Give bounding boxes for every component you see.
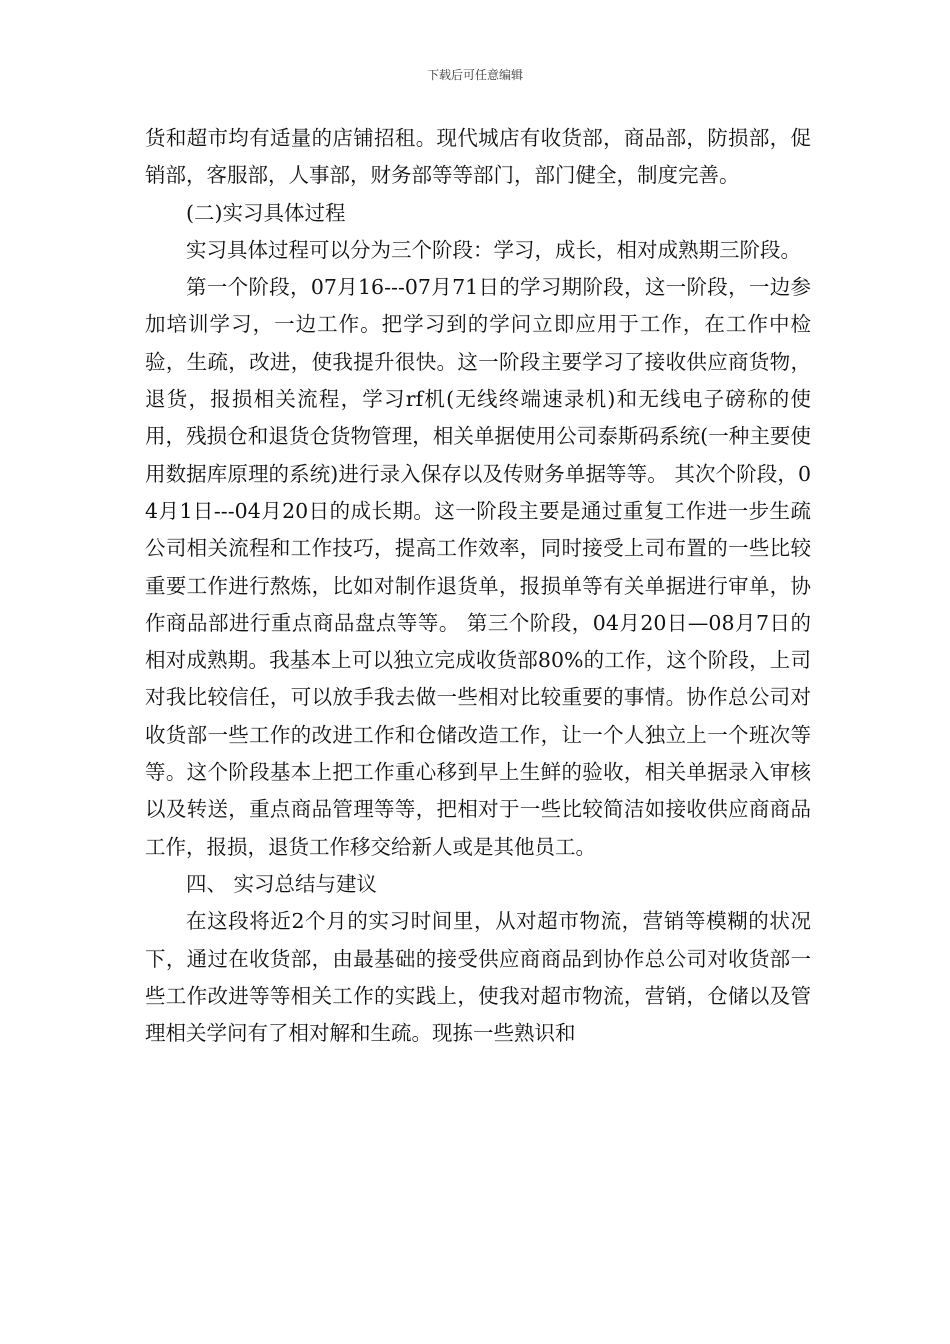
paragraph-summary: 在这段将近2个月的实习时间里，从对超市物流，营销等模糊的状况下，通过在收货部，由最基础的接受供应商商品到协作总公司对收货部一些工作改进等等相关工作的实践上，使我对超市物流，营销，仓储以及管理相关学问有了相对解和生疏。现拣一些熟识和 bbox=[145, 909, 811, 1046]
section-heading-summary: 四、 实习总结与建议 bbox=[186, 871, 378, 896]
paragraph-intro: 货和超市均有适量的店铺招租。现代城店有收货部，商品部，防损部，促销部，客服部，人事部，财务部等等部门，部门健全，制度完善。 bbox=[145, 126, 811, 188]
page-header: 下载后可任意编辑 bbox=[426, 68, 523, 82]
paragraph-stages-overview: 实习具体过程可以分为三个阶段：学习，成长，相对成熟期三阶段。 bbox=[186, 237, 801, 262]
section-heading-process: (二)实习具体过程 bbox=[186, 200, 346, 225]
paragraph-stages-detail: 第一个阶段，07月16---07月71日的学习期阶段，这一阶段，一边参加培训学习，一边工作。把学习到的学问立即应用于工作，在工作中检验，生疏，改进，使我提升很快。这一阶段主要学习了接收供应商货物，退货，报损相关流程，学习rf机(无线终端速录机)和无线电子磅称的使用，残损仓和退货仓货物管理，相关单据使用公司泰斯码系统(一种主要使用数据库原理的系统)进行录入保存以及传财务单据等等。 其次个阶段，04月1日---04月20日的成长期。这一阶段主要是通过重复工作进一步生疏公司相关流程和工作技巧，提高工作效率，同时接受上司布置的一些比较重要工作进行熬炼，比如对制作退货单，报损单等有关单据进行审单，协作商品部进行重点商品盘点等等。 第三个阶段，04月20日—08月7日的相对成熟期。我基本上可以独立完成收货部80%的工作，这个阶段，上司对我比较信任，可以放手我去做一些相对比较重要的事情。协作总公司对收货部一些工作的改进工作和仓储改造工作，让一个人独立上一个班次等等。这个阶段基本上把工作重心移到早上生鲜的验收，相关单据录入审核以及转送，重点商品管理等等，把相对于一些比较简洁如接收供应商商品工作，报损，退货工作移交给新人或是其他员工。 bbox=[145, 275, 811, 859]
document-body bbox=[145, 120, 811, 1052]
